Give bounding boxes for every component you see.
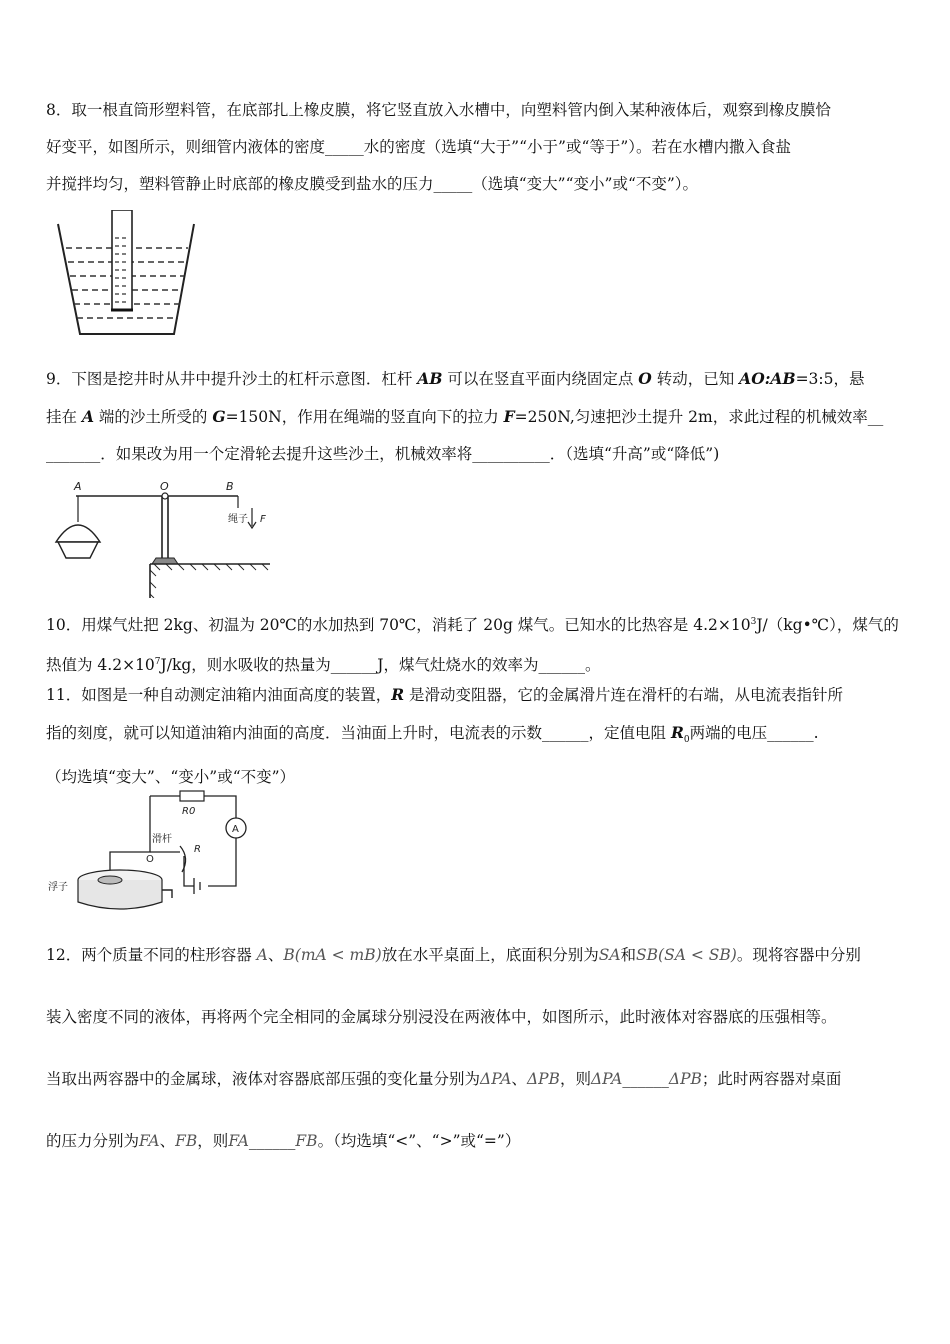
q12-text: 、 bbox=[267, 946, 284, 964]
q12-text: 12．两个质量不同的柱形容器 bbox=[46, 946, 257, 964]
label-ammeter: A bbox=[232, 824, 239, 835]
q9-line-3: _______．如果改为用一个定滑轮去提升这些沙土，机械效率将__________．（选填“升高”或“降低”) bbox=[46, 445, 720, 463]
subscript: 0 bbox=[683, 735, 690, 746]
question-8 bbox=[46, 92, 908, 203]
area-sb: SB bbox=[636, 946, 659, 964]
exponent: 7 bbox=[154, 657, 161, 668]
ratio-ao-ab: AO:AB bbox=[739, 369, 796, 388]
q9-text: =150N，作用在绳端的竖直向下的拉力 bbox=[225, 408, 504, 426]
delta-pa: ΔPA bbox=[480, 1070, 512, 1088]
question-9 bbox=[46, 360, 908, 473]
delta-pb: ΔPB bbox=[526, 1070, 560, 1088]
question-10 bbox=[46, 604, 908, 684]
label-o: O bbox=[160, 480, 169, 493]
q11-text: 是滑动变阻器，它的金属滑片连在滑杆的右端，从电流表指针所 bbox=[404, 686, 844, 704]
q11-line-3: （均选填“变大”、“变小”或“不变”） bbox=[46, 768, 296, 787]
q9-text: =250N,匀速把沙土提升 2m，求此过程的机械效率__ bbox=[514, 408, 884, 426]
point-o: O bbox=[638, 369, 652, 388]
q12-text: 、 bbox=[511, 1070, 527, 1088]
q10-text: 热值为 4.2×10 bbox=[46, 656, 155, 675]
q10-text: J/（kg•℃），煤气的 bbox=[756, 616, 899, 635]
label-rope: 绳子 bbox=[228, 514, 248, 525]
q9-text: 端的沙土所受的 bbox=[93, 408, 213, 426]
q12-text: 。现将容器中分别 bbox=[736, 946, 861, 964]
delta-pa: ΔPA bbox=[590, 1070, 623, 1088]
label-float: 浮子 bbox=[48, 882, 68, 893]
q9-line-2 bbox=[46, 398, 908, 436]
q10-text: J/kg，则水吸收的热量为______J，煤气灶烧水的效率为______。 bbox=[160, 656, 601, 675]
label-f: F bbox=[260, 514, 266, 525]
q10-line-1 bbox=[46, 604, 908, 644]
q12-text: 和 bbox=[620, 946, 637, 964]
figure-oil-gauge-circuit bbox=[48, 790, 248, 912]
q11-text: 指的刻度，就可以知道油箱内油面的高度．当油面上升时，电流表的示数______，定值电阻 bbox=[46, 724, 671, 742]
area-sa: SA bbox=[598, 946, 621, 964]
label-r: R bbox=[194, 844, 201, 855]
answer-blank: ______ bbox=[248, 1132, 296, 1150]
resistor-r: R bbox=[391, 685, 405, 704]
q12-text: 。（均选填“<”、“>”或“=”） bbox=[317, 1132, 521, 1150]
q12-text: 、 bbox=[159, 1132, 176, 1150]
q11-line-1 bbox=[46, 676, 908, 714]
exponent: 3 bbox=[750, 617, 757, 627]
force-fb: FB bbox=[295, 1132, 318, 1150]
q9-text: 9．下图是挖井时从井中提升沙土的杠杆示意图．杠杆 bbox=[46, 370, 418, 388]
q9-text: 可以在竖直平面内绕固定点 bbox=[442, 370, 639, 388]
container-b: B bbox=[283, 946, 295, 964]
q12-line-1 bbox=[46, 924, 908, 986]
q9-line-1 bbox=[46, 360, 908, 398]
q8-line-2: 好变平，如图所示，则细管内液体的密度_____水的密度（选填“大于”“小于”或“等于”）。若在水槽内撒入食盐 bbox=[46, 138, 792, 156]
question-12 bbox=[46, 924, 908, 1172]
weight-g: G bbox=[212, 407, 226, 426]
q10-text: 10．用煤气灶把 2kg、初温为 20℃的水加热到 70℃，消耗了 20g 煤气。已知水的比热容是 4.2×10 bbox=[46, 616, 751, 635]
q11-text: 11．如图是一种自动测定油箱内油面高度的装置， bbox=[46, 686, 392, 704]
figure-water-tank-tube bbox=[56, 210, 196, 340]
q9-text: 转动，已知 bbox=[651, 370, 740, 388]
q12-text: ，则 bbox=[197, 1132, 229, 1150]
label-r0: R0 bbox=[182, 806, 196, 817]
force-fb: FB bbox=[175, 1132, 198, 1150]
q12-text: 放在水平桌面上，底面积分别为 bbox=[381, 946, 599, 964]
force-fa: FA bbox=[139, 1132, 160, 1150]
force-f: F bbox=[503, 407, 515, 426]
label-b: B bbox=[226, 480, 234, 493]
label-slider: 滑杆 bbox=[152, 834, 172, 845]
q8-line-3: 并搅拌均匀，塑料管静止时底部的橡皮膜受到盐水的压力_____（选填“变大”“变小”或“不变”）。 bbox=[46, 175, 699, 193]
q12-text: ，则 bbox=[559, 1070, 591, 1088]
question-11 bbox=[46, 676, 908, 796]
resistor-r0: R bbox=[670, 723, 684, 742]
q12-line-3 bbox=[46, 1048, 908, 1110]
label-a: A bbox=[74, 480, 82, 493]
q8-line-1: 8．取一根直筒形塑料管，在底部扎上橡皮膜，将它竖直放入水槽中，向塑料管内倒入某种液体后，观察到橡皮膜恰 bbox=[46, 101, 831, 119]
figure-lever-well bbox=[50, 478, 275, 598]
q12-line-2: 装入密度不同的液体，再将两个完全相同的金属球分别浸没在两液体中，如图所示，此时液体对容器底的压强相等。 bbox=[46, 1008, 837, 1026]
lever-ab: AB bbox=[417, 369, 443, 388]
q11-line-2 bbox=[46, 714, 908, 759]
q11-text: 两端的电压______. bbox=[689, 724, 819, 742]
end-a: A bbox=[81, 407, 94, 426]
delta-pb: ΔPB bbox=[668, 1070, 702, 1088]
q9-text: =3:5，悬 bbox=[795, 370, 865, 388]
mass-condition: (mA < mB) bbox=[294, 946, 382, 964]
q12-line-4 bbox=[46, 1110, 908, 1172]
answer-blank: ______ bbox=[622, 1070, 669, 1088]
q9-text: 挂在 bbox=[46, 408, 82, 426]
force-fa: FA bbox=[228, 1132, 249, 1150]
container-a: A bbox=[256, 946, 268, 964]
label-o: O bbox=[146, 854, 154, 865]
q12-text: 的压力分别为 bbox=[46, 1132, 140, 1150]
q12-text: 当取出两容器中的金属球，液体对容器底部压强的变化量分别为 bbox=[46, 1070, 481, 1088]
area-condition: (SA < SB) bbox=[658, 946, 737, 964]
q12-text: ；此时两容器对桌面 bbox=[701, 1070, 842, 1088]
